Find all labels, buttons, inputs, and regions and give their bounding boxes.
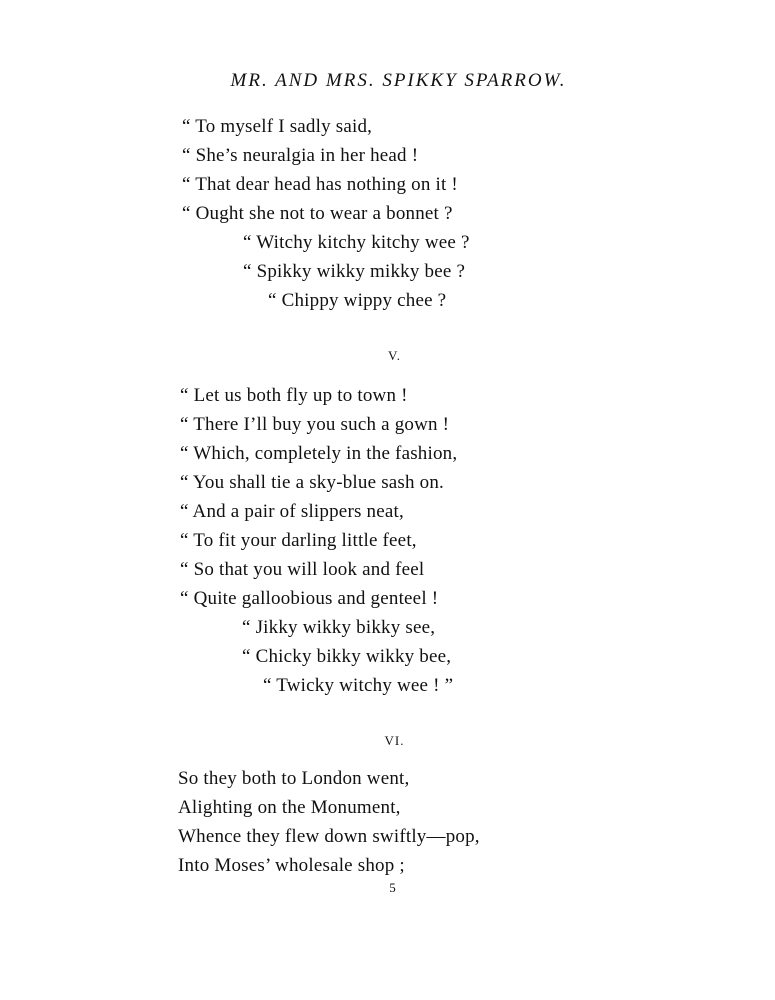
poem-refrain-line: “ Chicky bikky wikky bee, [242, 646, 452, 667]
poem-line: “ Let us both fly up to town ! [180, 385, 408, 406]
poem-line: Into Moses’ wholesale shop ; [178, 855, 405, 876]
poem-line: “ Which, completely in the fashion, [180, 443, 458, 464]
poem-refrain-line: “ Jikky wikky bikky see, [242, 617, 436, 638]
poem-line: Whence they flew down swiftly—pop, [178, 826, 480, 847]
poem-line: “ There I’ll buy you such a gown ! [180, 414, 450, 435]
running-title: MR. AND MRS. SPIKKY SPARROW. [230, 70, 567, 91]
poem-line: “ That dear head has nothing on it ! [182, 174, 458, 195]
poem-refrain-line: “ Witchy kitchy kitchy wee ? [243, 232, 470, 253]
poem-line: “ And a pair of slippers neat, [180, 501, 404, 522]
stanza-numeral-v: V. [388, 348, 401, 363]
poem-line: “ She’s neuralgia in her head ! [182, 145, 419, 166]
poem-line: “ To myself I sadly said, [182, 116, 373, 137]
page-number: 5 [389, 880, 396, 895]
poem-refrain-line: “ Spikky wikky mikky bee ? [243, 261, 466, 282]
poem-line: “ You shall tie a sky-blue sash on. [180, 472, 445, 493]
poem-line: So they both to London went, [178, 768, 410, 789]
poem-line: “ To fit your darling little feet, [180, 530, 417, 551]
stanza-numeral-vi: VI. [384, 733, 405, 748]
poem-line: “ Ought she not to wear a bonnet ? [182, 203, 453, 224]
poem-line: Alighting on the Monument, [178, 797, 401, 818]
poem-line: “ Quite galloobious and genteel ! [180, 588, 439, 609]
poem-refrain-line: “ Chippy wippy chee ? [268, 290, 447, 311]
poem-refrain-line: “ Twicky witchy wee ! ” [263, 675, 454, 696]
poem-line: “ So that you will look and feel [180, 559, 425, 580]
